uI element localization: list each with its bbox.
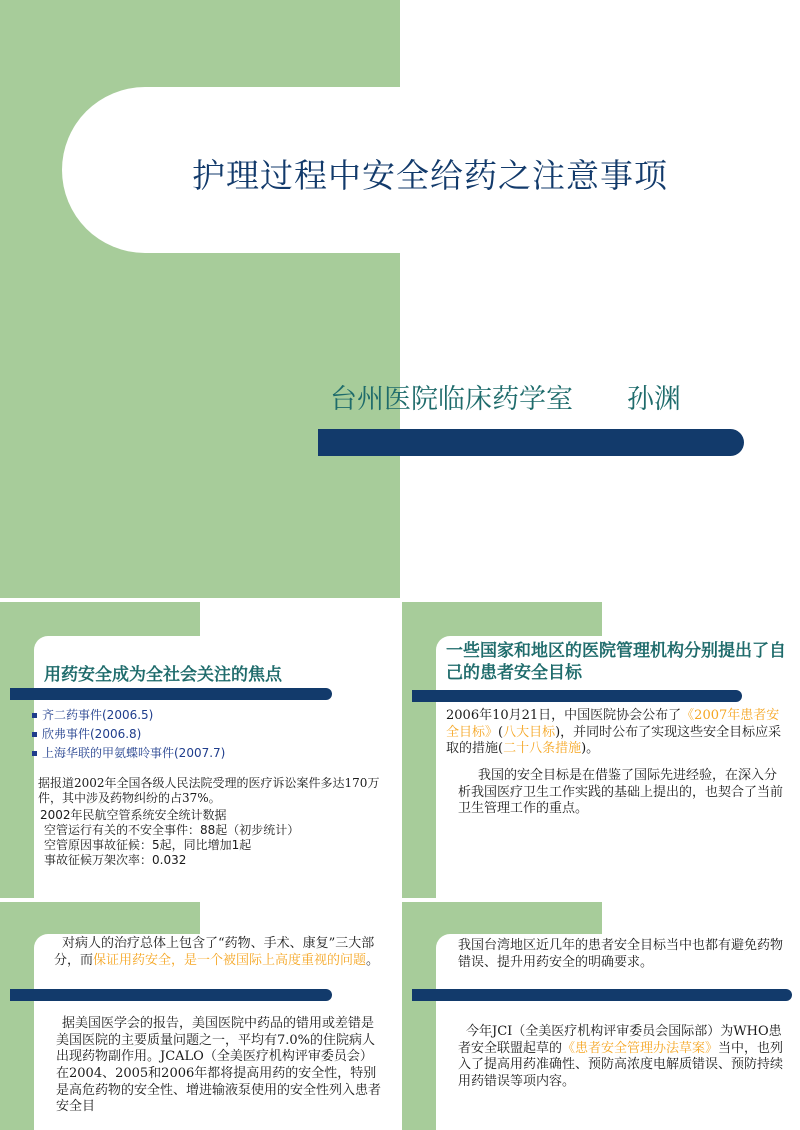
slide4-para1 — [54, 936, 380, 969]
slide3-para2: 我国的安全目标是在借鉴了国际先进经验，在深入分析我国医疗卫生工作实践的基础上提出的，也契合了当前卫生管理工作的重点。 — [458, 768, 784, 817]
slide2-heading: 用药安全成为全社会关注的焦点 — [44, 665, 282, 685]
slide-4 — [0, 902, 397, 1130]
slide4-para1-a: 对病人的治疗总体上包含了“药物、手术、康复”三大部分，而 — [54, 936, 375, 968]
slide1-navy-bar — [318, 429, 744, 456]
slide2-stat-1: 空管运行有关的不安全事件：88起（初步统计） — [44, 823, 300, 837]
slide3-navy-bar — [412, 690, 742, 702]
slide3-para1-c: )，并同时公布了实现这些安全目标应采取的措施( — [446, 724, 782, 757]
slide2-stat-2: 空管原因事故征候：5起，同比增加1起 — [44, 838, 252, 852]
slide5-para2 — [458, 1024, 788, 1091]
slide4-navy-bar — [10, 989, 332, 1001]
slide2-bullet-list — [32, 706, 372, 763]
list-item: 齐二药事件(2006.5) — [32, 706, 372, 725]
slide5-para2-a: 今年JCI（全美医疗机构评审委员会国际部）为WHO患者安全联盟起草的 — [458, 1024, 782, 1056]
slide-5 — [402, 902, 800, 1130]
list-item: 欣弗事件(2006.8) — [32, 725, 372, 744]
slide3-highlight-measures: 二十八条措施 — [503, 741, 582, 757]
slide3-para1-d: )。 — [581, 741, 600, 757]
slide5-navy-bar — [412, 989, 792, 1001]
list-item: 上海华联的甲氨蝶呤事件(2007.7) — [32, 744, 372, 763]
slide-3 — [402, 602, 800, 898]
slide3-highlight-goals: 《2007年患者安全目标》 — [446, 708, 780, 740]
slide3-para1-b: ( — [498, 724, 504, 740]
slide4-para1-b: 。 — [366, 952, 380, 968]
slide1-subtitle: 台州医院临床药学室 孙渊 — [330, 384, 681, 415]
slide5-highlight: 《患者安全管理办法草案》 — [562, 1040, 719, 1056]
slide5-para1: 我国台湾地区近几年的患者安全目标当中也都有避免药物错误、提升用药安全的明确要求。 — [458, 938, 784, 970]
slide4-para2: 据美国医学会的报告，美国医院中药品的错用或差错是美国医院的主要质量问题之一，平均有7.0%的住院病人出现药物副作用。JCALO（全美医疗机构评审委员会）在2004、2005和2006年都将提高用药的安全性，特别是高危药物的安全性、增进输液泵使用的安全性列入患者安全目 — [56, 1016, 382, 1115]
slide4-highlight: 保证用药安全，是一个被国际上高度重视的问题 — [93, 952, 367, 968]
slide1-title: 护理过程中安全给药之注意事项 — [192, 156, 668, 195]
slide3-para1 — [446, 708, 786, 758]
slide3-para1-a: 2006年10月21日，中国医院协会公布了 — [446, 708, 682, 723]
slide2-navy-bar — [10, 688, 332, 700]
slide3-heading: 一些国家和地区的医院管理机构分别提出了自己的患者安全目标 — [446, 641, 786, 683]
slide5-para2-b: 当中，也列入了提高用药准确性、预防高浓度电解质错误、预防持续用药错误等项内容。 — [458, 1040, 784, 1089]
slide2-stat-3: 事故征候万架次率：0.032 — [44, 853, 187, 867]
slide2-stats-heading: 2002年民航空管系统安全统计数据 — [40, 808, 227, 822]
slide3-highlight-eight: 八大目标 — [503, 724, 556, 740]
slide-2 — [0, 602, 397, 898]
slide2-para1: 据报道2002年全国各级人民法院受理的医疗诉讼案件多达170万件，其中涉及药物纠纷的占37%。 — [38, 776, 380, 806]
